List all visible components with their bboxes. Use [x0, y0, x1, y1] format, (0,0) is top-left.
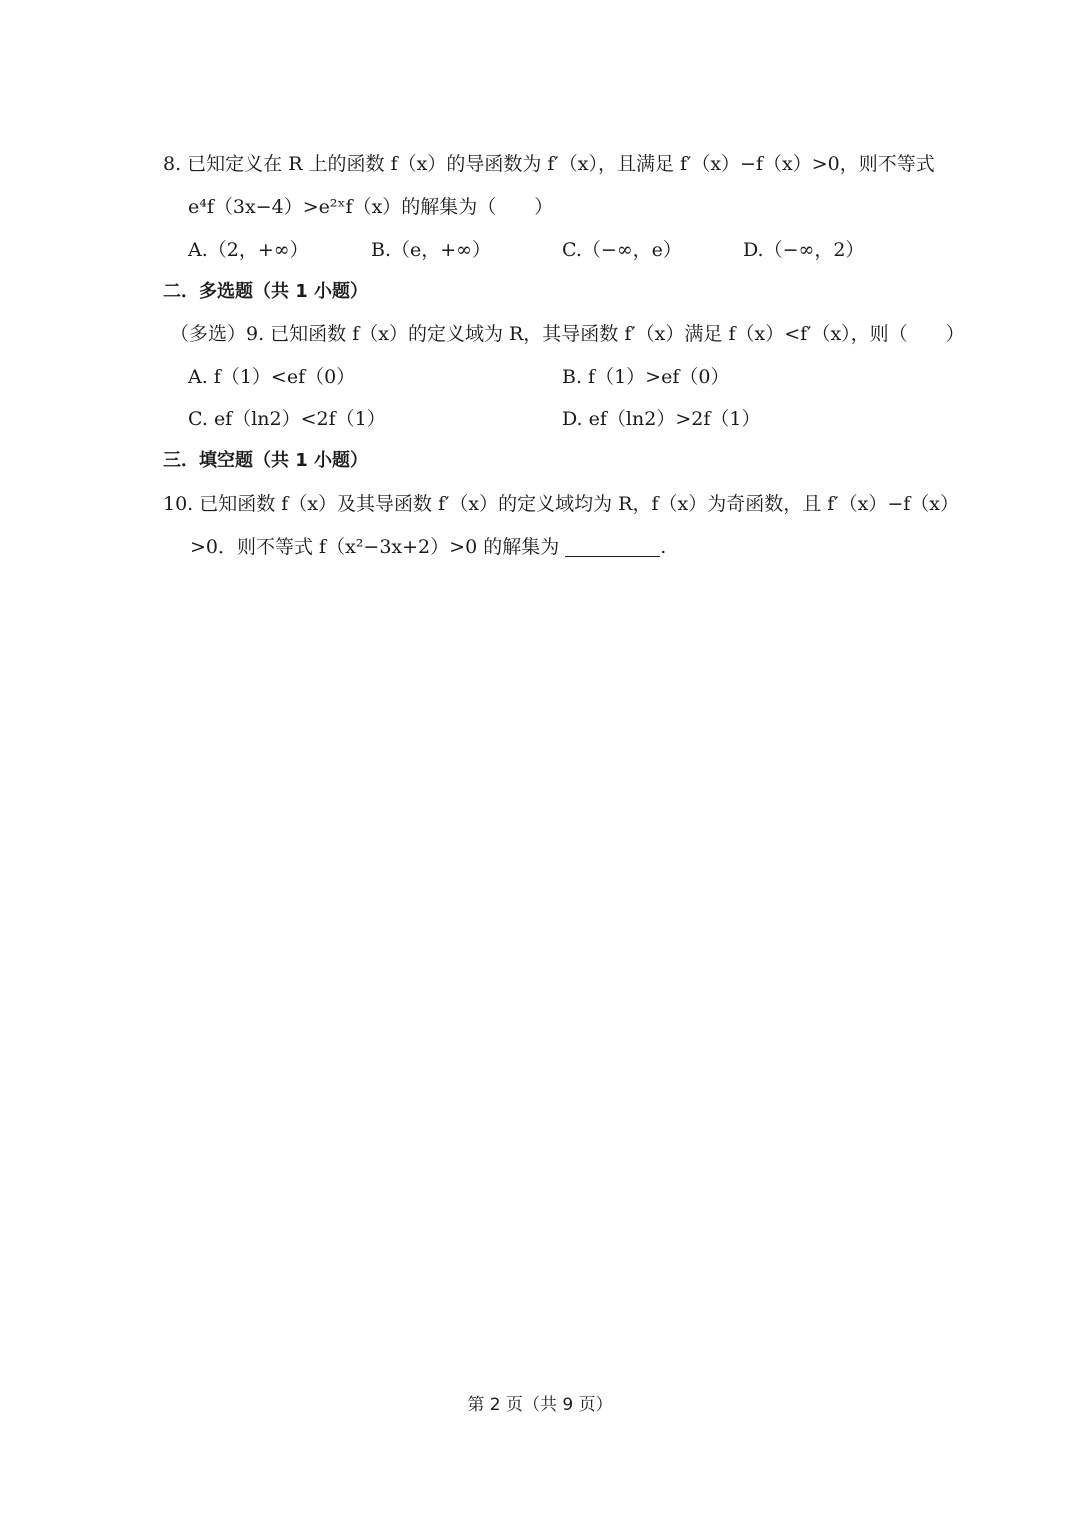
option-d: D. ef（ln2）>2f（1）	[562, 408, 761, 430]
answer-blank[interactable]	[565, 538, 660, 557]
question-9-options-row-1	[188, 364, 968, 390]
question-9-line-1: （多选）9. 已知函数 f（x）的定义域为 R，其导函数 f′（x）满足 f（x）<f′（x），则（ ）	[170, 323, 965, 345]
question-10-text: >0．则不等式 f（x²−3x+2）>0 的解集为	[190, 536, 560, 558]
question-8-options	[188, 237, 968, 263]
option-b: B.（e，+∞）	[371, 239, 491, 261]
question-9-options-row-2	[188, 406, 968, 432]
section-title-multiple-choice: 二．多选题（共 1 小题）	[163, 281, 369, 302]
question-8-line-2: e⁴f（3x−4）>e²ˣf（x）的解集为（ ）	[188, 196, 554, 218]
question-10-line-2	[190, 534, 970, 560]
option-a: A. f（1）<ef（0）	[188, 366, 356, 388]
option-c: C.（−∞，e）	[562, 239, 682, 261]
page-footer: 第 2 页（共 9 页）	[467, 1395, 613, 1415]
option-a: A.（2，+∞）	[188, 239, 309, 261]
section-title-fill-in: 三．填空题（共 1 小题）	[163, 450, 369, 471]
question-8-line-1: 8. 已知定义在 R 上的函数 f（x）的导函数为 f′（x），且满足 f′（x）−f（x）>0，则不等式	[163, 153, 935, 175]
question-10-period: .	[660, 536, 667, 558]
option-b: B. f（1）>ef（0）	[562, 366, 730, 388]
option-d: D.（−∞，2）	[743, 239, 865, 261]
option-c: C. ef（ln2）<2f（1）	[188, 408, 386, 430]
question-10-line-1: 10. 已知函数 f（x）及其导函数 f′（x）的定义域均为 R，f（x）为奇函数，且 f′（x）−f（x）	[163, 493, 960, 515]
